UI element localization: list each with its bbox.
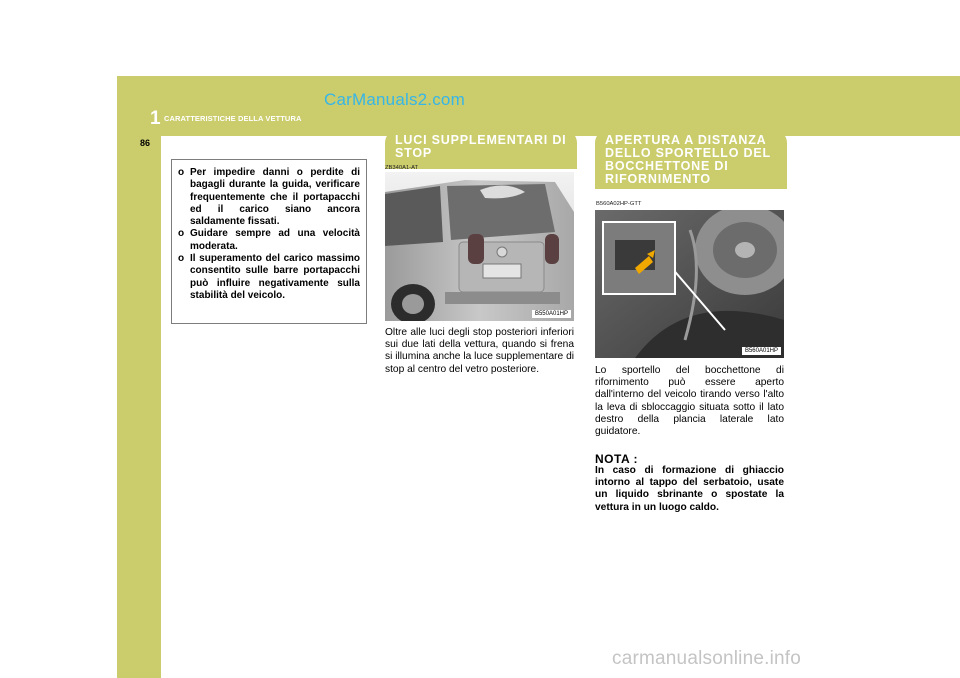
car-rear-illustration xyxy=(385,172,574,321)
image-code: B560A01HP xyxy=(742,347,781,355)
warning-item xyxy=(178,253,360,302)
footer-watermark-link[interactable]: carmanualsonline.info xyxy=(612,648,802,669)
chapter-number: 1 xyxy=(150,108,161,129)
warning-item xyxy=(178,228,360,253)
bullet: o xyxy=(178,228,185,240)
fuel-lever-illustration xyxy=(595,210,784,358)
header-band xyxy=(117,76,960,136)
warning-box xyxy=(171,159,367,324)
bullet: o xyxy=(178,253,185,265)
warning-text: Guidare sempre ad una velocità moderata. xyxy=(190,228,360,252)
note-title: NOTA : xyxy=(595,452,638,466)
warning-text: Il superamento del carico massimo consentito sulle barre portapacchi può influire negativamente sulla stabilità del veicolo. xyxy=(190,253,360,301)
fuel-door-lever-photo xyxy=(595,210,784,358)
section-title-stop-lights: LUCI SUPPLEMENTARI DI STOP xyxy=(385,129,577,169)
page-gutter xyxy=(117,136,161,678)
section-code: ZB340A1-AT xyxy=(385,165,419,171)
fuel-door-description: Lo sportello del bocchettone di rifornimento può essere aperto dall'interno del veicolo tirando verso l'alto la leva di sbloccaggio situata sotto il lato destro della plancia laterale lato guidatore. xyxy=(595,365,784,438)
image-code: B550A01HP xyxy=(532,310,571,318)
warning-item xyxy=(178,167,360,228)
page-number: 86 xyxy=(140,138,151,148)
car-rear-photo xyxy=(385,172,574,321)
chapter-title: CARATTERISTICHE DELLA VETTURA xyxy=(164,114,302,123)
note-body: In caso di formazione di ghiaccio intorno al tappo del serbatoio, usate un liquido sbrinante o spostate la vettura in un luogo caldo. xyxy=(595,465,784,513)
section-code: B560A02HP-GTT xyxy=(596,201,642,207)
bullet: o xyxy=(178,167,185,178)
warning-text: Per impedire danni o perdite di bagagli durante la guida, verificare frequentemente che il portapacchi ed il carico siano ancora saldamente fissati. xyxy=(190,167,360,228)
stop-lights-description: Oltre alle luci degli stop posteriori inferiori sui due lati della vettura, quando si frena si illumina anche la luce supplementare di stop al centro del vetro posteriore. xyxy=(385,327,574,375)
section-title-fuel-door: APERTURA A DISTANZA DELLO SPORTELLO DEL BOCCHETTONE DI RIFORNIMENTO xyxy=(595,129,787,189)
watermark-link[interactable]: CarManuals2.com xyxy=(324,90,465,109)
